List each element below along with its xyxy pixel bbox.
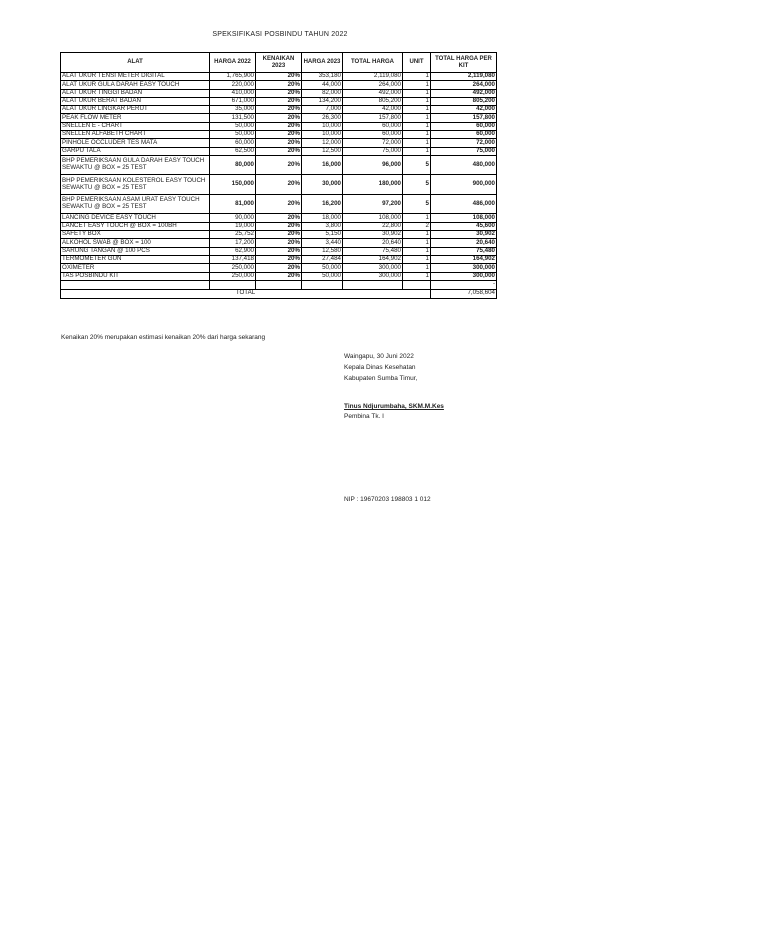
- cell-alat: GARPU TALA: [61, 147, 210, 155]
- cell-harga-2022: 220,000: [210, 81, 256, 89]
- cell-total-per-kit: 900,000: [431, 175, 497, 195]
- specification-table: [60, 52, 497, 299]
- table-row: [61, 89, 497, 97]
- cell-alat: SARUNG TANGAN @ 100 PCS: [61, 247, 210, 255]
- cell-kenaikan: 20%: [256, 272, 302, 280]
- cell-total-per-kit: 42,000: [431, 106, 497, 114]
- cell-harga-2022: 50,000: [210, 131, 256, 139]
- cell-kenaikan: 20%: [256, 81, 302, 89]
- cell-total-per-kit: 2,119,080: [431, 73, 497, 81]
- cell-harga-2023: 353,180: [302, 73, 343, 81]
- cell-alat: ALAT UKUR GULA DARAH EASY TOUCH: [61, 81, 210, 89]
- cell-total-harga: 75,480: [343, 247, 403, 255]
- cell-harga-2023: 27,484: [302, 255, 343, 263]
- cell-alat: OXIMETER: [61, 264, 210, 272]
- cell-harga-2022: 671,000: [210, 97, 256, 105]
- cell-harga-2023: 7,000: [302, 106, 343, 114]
- cell-unit: 1: [403, 73, 431, 81]
- cell-alat: LANCING DEVICE EASY TOUCH: [61, 214, 210, 222]
- cell-total-harga: 157,800: [343, 114, 403, 122]
- cell-alat: BHP PEMERIKSAAN KOLESTEROL EASY TOUCH SEWAKTU @ BOX = 25 TEST: [61, 175, 210, 195]
- cell-total-harga: 97,200: [343, 194, 403, 214]
- cell-kenaikan: 20%: [256, 114, 302, 122]
- cell-alat: TERMOMETER GUN: [61, 255, 210, 263]
- cell-total-harga: 22,800: [343, 222, 403, 230]
- cell-alat: PINHOLE OCCLUDER TES MATA: [61, 139, 210, 147]
- cell-total-per-kit: 300,000: [431, 272, 497, 280]
- table-row: [61, 114, 497, 122]
- cell-total-harga: 20,640: [343, 239, 403, 247]
- header-unit: UNIT: [403, 53, 431, 73]
- cell-harga-2023: 30,000: [302, 175, 343, 195]
- blank-cell: [210, 280, 256, 289]
- cell-total-per-kit: 72,000: [431, 139, 497, 147]
- cell-unit: 1: [403, 264, 431, 272]
- cell-unit: 1: [403, 139, 431, 147]
- cell-harga-2023: 50,000: [302, 264, 343, 272]
- cell-total-harga: 300,000: [343, 264, 403, 272]
- table-row: [61, 81, 497, 89]
- cell-unit: 1: [403, 147, 431, 155]
- cell-unit: 1: [403, 247, 431, 255]
- cell-harga-2023: 18,000: [302, 214, 343, 222]
- cell-total-harga: 75,000: [343, 147, 403, 155]
- cell-kenaikan: 20%: [256, 194, 302, 214]
- cell-harga-2022: 410,000: [210, 89, 256, 97]
- cell-alat: ALAT UKUR BERAT BADAN: [61, 97, 210, 105]
- cell-alat: SNELLEN E - CHART: [61, 122, 210, 130]
- cell-harga-2022: 35,000: [210, 106, 256, 114]
- cell-total-per-kit: 60,000: [431, 131, 497, 139]
- blank-cell: [302, 280, 343, 289]
- cell-total-harga: 108,000: [343, 214, 403, 222]
- table-row: [61, 106, 497, 114]
- cell-kenaikan: 20%: [256, 255, 302, 263]
- cell-total-per-kit: 45,600: [431, 222, 497, 230]
- header-total-harga: TOTAL HARGA: [343, 53, 403, 73]
- signature-nip: NIP : 19670203 198803 1 012: [344, 496, 431, 503]
- cell-unit: 5: [403, 194, 431, 214]
- cell-kenaikan: 20%: [256, 175, 302, 195]
- cell-unit: 1: [403, 81, 431, 89]
- table-row: [61, 194, 497, 214]
- blank-cell: [256, 280, 302, 289]
- table-row: [61, 264, 497, 272]
- header-total-per-kit: TOTAL HARGA PER KIT: [431, 53, 497, 73]
- cell-harga-2022: 137,418: [210, 255, 256, 263]
- table-row: [61, 73, 497, 81]
- cell-total-per-kit: 300,000: [431, 264, 497, 272]
- cell-total-per-kit: 164,902: [431, 255, 497, 263]
- cell-harga-2022: 60,000: [210, 139, 256, 147]
- header-alat: ALAT: [61, 53, 210, 73]
- cell-total-harga: 60,000: [343, 131, 403, 139]
- blank-row: [61, 280, 497, 289]
- signature-position-2: Kabupaten Sumba Timur,: [344, 375, 418, 382]
- cell-unit: 1: [403, 255, 431, 263]
- signature-rank: Pembina Tk. I: [344, 413, 384, 420]
- cell-harga-2022: 131,500: [210, 114, 256, 122]
- cell-unit: 2: [403, 222, 431, 230]
- cell-harga-2022: 150,000: [210, 175, 256, 195]
- cell-unit: 1: [403, 97, 431, 105]
- cell-kenaikan: 20%: [256, 131, 302, 139]
- cell-unit: 5: [403, 175, 431, 195]
- table-row: [61, 239, 497, 247]
- cell-total-harga: 96,000: [343, 155, 403, 175]
- cell-kenaikan: 20%: [256, 264, 302, 272]
- cell-harga-2023: 16,200: [302, 194, 343, 214]
- cell-total-harga: 30,902: [343, 231, 403, 239]
- cell-kenaikan: 20%: [256, 106, 302, 114]
- cell-total-harga: 2,119,080: [343, 73, 403, 81]
- blank-row-value: -: [431, 280, 497, 289]
- table-row: [61, 139, 497, 147]
- cell-harga-2023: 12,580: [302, 247, 343, 255]
- table-row: [61, 214, 497, 222]
- cell-alat: BHP PEMERIKSAAN GULA DARAH EASY TOUCH SEWAKTU @ BOX = 25 TEST: [61, 155, 210, 175]
- cell-harga-2023: 134,200: [302, 97, 343, 105]
- cell-total-harga: 180,000: [343, 175, 403, 195]
- blank-cell: [403, 280, 431, 289]
- table-row: [61, 255, 497, 263]
- cell-kenaikan: 20%: [256, 247, 302, 255]
- cell-unit: 1: [403, 272, 431, 280]
- cell-total-harga: 300,000: [343, 272, 403, 280]
- cell-unit: 1: [403, 89, 431, 97]
- cell-alat: SNELLEN ALFABETH CHART: [61, 131, 210, 139]
- cell-total-per-kit: 108,000: [431, 214, 497, 222]
- cell-harga-2023: 26,300: [302, 114, 343, 122]
- cell-total-harga: 264,000: [343, 81, 403, 89]
- cell-kenaikan: 20%: [256, 214, 302, 222]
- cell-harga-2023: 82,000: [302, 89, 343, 97]
- table-row: [61, 131, 497, 139]
- header-harga-2023: HARGA 2023: [302, 53, 343, 73]
- cell-kenaikan: 20%: [256, 222, 302, 230]
- cell-harga-2022: 81,000: [210, 194, 256, 214]
- cell-kenaikan: 20%: [256, 239, 302, 247]
- cell-alat: LANCET EASY TOUCH @ BOX = 100BH: [61, 222, 210, 230]
- total-value: 7,058,604: [431, 289, 497, 298]
- cell-harga-2023: 10,000: [302, 122, 343, 130]
- cell-harga-2023: 12,000: [302, 139, 343, 147]
- table-row: [61, 147, 497, 155]
- cell-alat: ALAT UKUR TINGGI BADAN: [61, 89, 210, 97]
- cell-total-per-kit: 480,000: [431, 155, 497, 175]
- cell-alat: ALAT UKUR TENSI METER DIGITAL: [61, 73, 210, 81]
- cell-harga-2022: 80,000: [210, 155, 256, 175]
- cell-total-per-kit: 30,902: [431, 231, 497, 239]
- cell-alat: BHP PEMERIKSAAN ASAM URAT EASY TOUCH SEWAKTU @ BOX = 25 TEST: [61, 194, 210, 214]
- cell-harga-2023: 10,000: [302, 131, 343, 139]
- table-row: [61, 247, 497, 255]
- cell-alat: ALAT UKUR LINGKAR PERUT: [61, 106, 210, 114]
- cell-kenaikan: 20%: [256, 73, 302, 81]
- cell-harga-2022: 17,200: [210, 239, 256, 247]
- cell-harga-2023: 16,000: [302, 155, 343, 175]
- table-row: [61, 231, 497, 239]
- price-increase-note: Kenaikan 20% merupakan estimasi kenaikan 20% dari harga sekarang: [61, 334, 266, 341]
- cell-harga-2022: 19,000: [210, 222, 256, 230]
- table-row: [61, 175, 497, 195]
- cell-total-harga: 42,000: [343, 106, 403, 114]
- cell-harga-2022: 62,500: [210, 147, 256, 155]
- cell-harga-2022: 90,000: [210, 214, 256, 222]
- table-row: [61, 97, 497, 105]
- cell-total-harga: 164,902: [343, 255, 403, 263]
- cell-harga-2022: 25,752: [210, 231, 256, 239]
- cell-harga-2023: 50,000: [302, 272, 343, 280]
- cell-harga-2022: 62,900: [210, 247, 256, 255]
- signature-position-1: Kepala Dinas Kesehatan: [344, 364, 416, 371]
- cell-total-harga: 72,000: [343, 139, 403, 147]
- cell-harga-2023: 12,500: [302, 147, 343, 155]
- cell-total-per-kit: 75,000: [431, 147, 497, 155]
- cell-harga-2023: 3,440: [302, 239, 343, 247]
- header-harga-2022: HARGA 2022: [210, 53, 256, 73]
- cell-alat: ALKOHOL SWAB @ BOX = 100: [61, 239, 210, 247]
- cell-unit: 1: [403, 231, 431, 239]
- cell-alat: SAFETY BOX: [61, 231, 210, 239]
- cell-unit: 1: [403, 239, 431, 247]
- cell-kenaikan: 20%: [256, 139, 302, 147]
- cell-kenaikan: 20%: [256, 122, 302, 130]
- cell-kenaikan: 20%: [256, 89, 302, 97]
- table-row: [61, 122, 497, 130]
- blank-cell: [61, 280, 210, 289]
- cell-total-per-kit: 75,480: [431, 247, 497, 255]
- document-title: SPEKSIFIKASI POSBINDU TAHUN 2022: [212, 31, 348, 38]
- cell-unit: 5: [403, 155, 431, 175]
- cell-unit: 1: [403, 214, 431, 222]
- table-body: [61, 73, 497, 281]
- cell-alat: TAS POSBINDU KIT: [61, 272, 210, 280]
- cell-alat: PEAK FLOW METER: [61, 114, 210, 122]
- cell-harga-2022: 1,765,900: [210, 73, 256, 81]
- header-kenaikan: KENAIKAN 2023: [256, 53, 302, 73]
- cell-harga-2023: 44,000: [302, 81, 343, 89]
- cell-total-harga: 805,200: [343, 97, 403, 105]
- cell-total-per-kit: 492,000: [431, 89, 497, 97]
- cell-harga-2022: 250,000: [210, 272, 256, 280]
- table-row: [61, 272, 497, 280]
- cell-harga-2023: 5,150: [302, 231, 343, 239]
- blank-cell: [343, 280, 403, 289]
- cell-total-per-kit: 486,000: [431, 194, 497, 214]
- total-label: TOTAL: [61, 289, 431, 298]
- cell-kenaikan: 20%: [256, 97, 302, 105]
- cell-kenaikan: 20%: [256, 231, 302, 239]
- cell-total-harga: 492,000: [343, 89, 403, 97]
- total-row: [61, 289, 497, 298]
- cell-total-per-kit: 264,000: [431, 81, 497, 89]
- cell-unit: 1: [403, 131, 431, 139]
- cell-harga-2022: 50,000: [210, 122, 256, 130]
- cell-unit: 1: [403, 106, 431, 114]
- signature-name: Tinus Ndjurumbaha, SKM.M.Kes: [344, 403, 444, 410]
- cell-kenaikan: 20%: [256, 147, 302, 155]
- table-row: [61, 155, 497, 175]
- cell-total-per-kit: 805,200: [431, 97, 497, 105]
- cell-total-harga: 60,000: [343, 122, 403, 130]
- cell-total-per-kit: 60,000: [431, 122, 497, 130]
- cell-harga-2022: 250,000: [210, 264, 256, 272]
- cell-total-per-kit: 20,640: [431, 239, 497, 247]
- signature-place-date: Waingapu, 30 Juni 2022: [344, 353, 414, 360]
- table-header-row: [61, 53, 497, 73]
- table-row: [61, 222, 497, 230]
- cell-total-per-kit: 157,800: [431, 114, 497, 122]
- cell-unit: 1: [403, 122, 431, 130]
- cell-kenaikan: 20%: [256, 155, 302, 175]
- cell-unit: 1: [403, 114, 431, 122]
- cell-harga-2023: 3,800: [302, 222, 343, 230]
